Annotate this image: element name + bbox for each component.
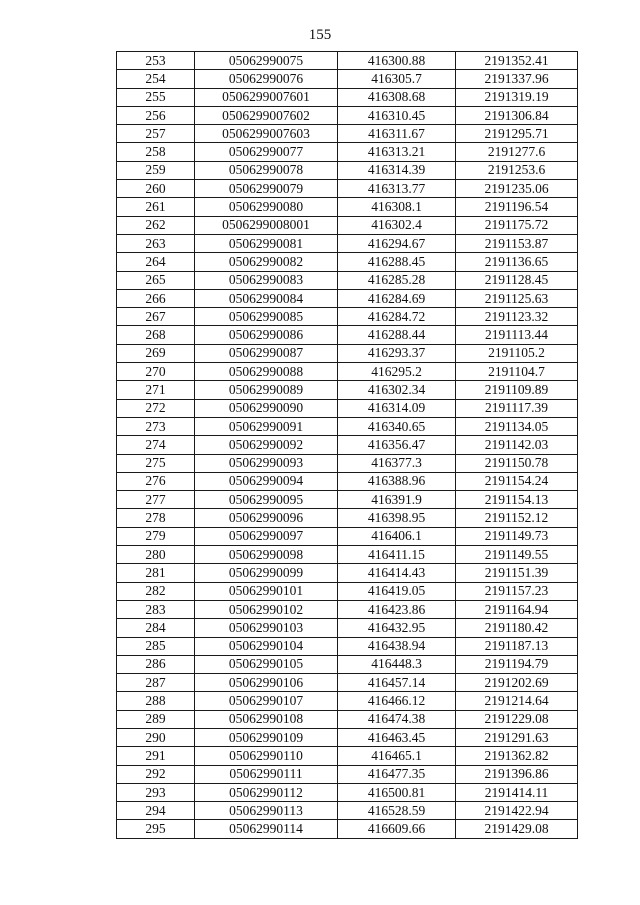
point-number-cell: 278: [117, 509, 195, 527]
point-number-cell: 291: [117, 747, 195, 765]
table-row: [117, 491, 578, 509]
table-row: [117, 106, 578, 124]
table-row: [117, 509, 578, 527]
point-number-cell: 277: [117, 491, 195, 509]
point-code-cell: 05062990087: [195, 344, 338, 362]
point-number-cell: 266: [117, 289, 195, 307]
x-coordinate-cell: 416300.88: [338, 52, 456, 70]
table-row: [117, 637, 578, 655]
table-row: [117, 710, 578, 728]
y-coordinate-cell: 2191128.45: [456, 271, 578, 289]
x-coordinate-cell: 416340.65: [338, 417, 456, 435]
point-code-cell: 05062990089: [195, 381, 338, 399]
point-code-cell: 05062990083: [195, 271, 338, 289]
y-coordinate-cell: 2191149.55: [456, 546, 578, 564]
y-coordinate-cell: 2191337.96: [456, 70, 578, 88]
table-row: [117, 619, 578, 637]
point-code-cell: 05062990086: [195, 326, 338, 344]
point-code-cell: 05062990075: [195, 52, 338, 70]
y-coordinate-cell: 2191180.42: [456, 619, 578, 637]
point-code-cell: 05062990107: [195, 692, 338, 710]
y-coordinate-cell: 2191422.94: [456, 802, 578, 820]
point-code-cell: 05062990084: [195, 289, 338, 307]
y-coordinate-cell: 2191157.23: [456, 582, 578, 600]
point-code-cell: 05062990114: [195, 820, 338, 838]
y-coordinate-cell: 2191153.87: [456, 234, 578, 252]
y-coordinate-cell: 2191152.12: [456, 509, 578, 527]
table-row: [117, 52, 578, 70]
point-number-cell: 263: [117, 234, 195, 252]
point-code-cell: 05062990095: [195, 491, 338, 509]
x-coordinate-cell: 416419.05: [338, 582, 456, 600]
y-coordinate-cell: 2191142.03: [456, 436, 578, 454]
table-row: [117, 582, 578, 600]
point-number-cell: 279: [117, 527, 195, 545]
x-coordinate-cell: 416313.77: [338, 180, 456, 198]
y-coordinate-cell: 2191154.24: [456, 472, 578, 490]
x-coordinate-cell: 416457.14: [338, 674, 456, 692]
table-row: [117, 381, 578, 399]
point-code-cell: 05062990092: [195, 436, 338, 454]
point-number-cell: 271: [117, 381, 195, 399]
point-number-cell: 272: [117, 399, 195, 417]
point-code-cell: 05062990079: [195, 180, 338, 198]
x-coordinate-cell: 416308.68: [338, 88, 456, 106]
y-coordinate-cell: 2191134.05: [456, 417, 578, 435]
x-coordinate-cell: 416308.1: [338, 198, 456, 216]
point-number-cell: 264: [117, 253, 195, 271]
x-coordinate-cell: 416295.2: [338, 363, 456, 381]
point-code-cell: 05062990093: [195, 454, 338, 472]
table-row: [117, 783, 578, 801]
point-number-cell: 265: [117, 271, 195, 289]
y-coordinate-cell: 2191123.32: [456, 308, 578, 326]
point-code-cell: 05062990113: [195, 802, 338, 820]
point-number-cell: 284: [117, 619, 195, 637]
y-coordinate-cell: 2191154.13: [456, 491, 578, 509]
point-number-cell: 290: [117, 728, 195, 746]
point-number-cell: 260: [117, 180, 195, 198]
y-coordinate-cell: 2191352.41: [456, 52, 578, 70]
point-number-cell: 270: [117, 363, 195, 381]
table-row: [117, 454, 578, 472]
table-row: [117, 399, 578, 417]
table-row: [117, 655, 578, 673]
point-code-cell: 05062990076: [195, 70, 338, 88]
y-coordinate-cell: 2191117.39: [456, 399, 578, 417]
y-coordinate-cell: 2191113.44: [456, 326, 578, 344]
table-row: [117, 472, 578, 490]
y-coordinate-cell: 2191295.71: [456, 125, 578, 143]
point-code-cell: 05062990096: [195, 509, 338, 527]
point-code-cell: 05062990078: [195, 161, 338, 179]
table-row: [117, 674, 578, 692]
x-coordinate-cell: 416313.21: [338, 143, 456, 161]
point-number-cell: 288: [117, 692, 195, 710]
point-code-cell: 05062990080: [195, 198, 338, 216]
table-row: [117, 344, 578, 362]
y-coordinate-cell: 2191149.73: [456, 527, 578, 545]
point-code-cell: 0506299007601: [195, 88, 338, 106]
point-code-cell: 05062990108: [195, 710, 338, 728]
x-coordinate-cell: 416406.1: [338, 527, 456, 545]
x-coordinate-cell: 416411.15: [338, 546, 456, 564]
x-coordinate-cell: 416398.95: [338, 509, 456, 527]
point-code-cell: 05062990090: [195, 399, 338, 417]
point-code-cell: 05062990106: [195, 674, 338, 692]
table-row: [117, 143, 578, 161]
y-coordinate-cell: 2191164.94: [456, 600, 578, 618]
table-row: [117, 234, 578, 252]
point-number-cell: 253: [117, 52, 195, 70]
y-coordinate-cell: 2191175.72: [456, 216, 578, 234]
point-code-cell: 05062990112: [195, 783, 338, 801]
point-code-cell: 05062990085: [195, 308, 338, 326]
coordinates-table-body: [117, 52, 578, 839]
y-coordinate-cell: 2191202.69: [456, 674, 578, 692]
point-number-cell: 280: [117, 546, 195, 564]
y-coordinate-cell: 2191229.08: [456, 710, 578, 728]
point-number-cell: 282: [117, 582, 195, 600]
y-coordinate-cell: 2191429.08: [456, 820, 578, 838]
point-number-cell: 294: [117, 802, 195, 820]
x-coordinate-cell: 416388.96: [338, 472, 456, 490]
x-coordinate-cell: 416465.1: [338, 747, 456, 765]
table-row: [117, 564, 578, 582]
point-code-cell: 05062990111: [195, 765, 338, 783]
y-coordinate-cell: 2191104.7: [456, 363, 578, 381]
point-code-cell: 05062990101: [195, 582, 338, 600]
table-row: [117, 125, 578, 143]
point-code-cell: 05062990109: [195, 728, 338, 746]
point-code-cell: 05062990094: [195, 472, 338, 490]
point-number-cell: 292: [117, 765, 195, 783]
table-row: [117, 728, 578, 746]
x-coordinate-cell: 416438.94: [338, 637, 456, 655]
y-coordinate-cell: 2191277.6: [456, 143, 578, 161]
point-number-cell: 275: [117, 454, 195, 472]
x-coordinate-cell: 416356.47: [338, 436, 456, 454]
point-number-cell: 259: [117, 161, 195, 179]
table-row: [117, 308, 578, 326]
x-coordinate-cell: 416500.81: [338, 783, 456, 801]
x-coordinate-cell: 416314.09: [338, 399, 456, 417]
point-code-cell: 05062990104: [195, 637, 338, 655]
x-coordinate-cell: 416474.38: [338, 710, 456, 728]
table-row: [117, 692, 578, 710]
x-coordinate-cell: 416310.45: [338, 106, 456, 124]
x-coordinate-cell: 416284.69: [338, 289, 456, 307]
table-row: [117, 820, 578, 838]
y-coordinate-cell: 2191306.84: [456, 106, 578, 124]
x-coordinate-cell: 416294.67: [338, 234, 456, 252]
point-code-cell: 05062990077: [195, 143, 338, 161]
point-code-cell: 05062990088: [195, 363, 338, 381]
point-code-cell: 05062990091: [195, 417, 338, 435]
y-coordinate-cell: 2191150.78: [456, 454, 578, 472]
y-coordinate-cell: 2191109.89: [456, 381, 578, 399]
page-number: 155: [308, 27, 332, 43]
table-row: [117, 271, 578, 289]
point-number-cell: 261: [117, 198, 195, 216]
point-number-cell: 273: [117, 417, 195, 435]
point-number-cell: 255: [117, 88, 195, 106]
y-coordinate-cell: 2191253.6: [456, 161, 578, 179]
x-coordinate-cell: 416288.44: [338, 326, 456, 344]
point-code-cell: 05062990105: [195, 655, 338, 673]
y-coordinate-cell: 2191194.79: [456, 655, 578, 673]
x-coordinate-cell: 416448.3: [338, 655, 456, 673]
x-coordinate-cell: 416391.9: [338, 491, 456, 509]
x-coordinate-cell: 416305.7: [338, 70, 456, 88]
point-number-cell: 274: [117, 436, 195, 454]
point-number-cell: 281: [117, 564, 195, 582]
x-coordinate-cell: 416288.45: [338, 253, 456, 271]
table-row: [117, 546, 578, 564]
point-number-cell: 262: [117, 216, 195, 234]
table-row: [117, 289, 578, 307]
x-coordinate-cell: 416477.35: [338, 765, 456, 783]
y-coordinate-cell: 2191362.82: [456, 747, 578, 765]
table-row: [117, 765, 578, 783]
table-row: [117, 600, 578, 618]
point-number-cell: 256: [117, 106, 195, 124]
point-number-cell: 289: [117, 710, 195, 728]
point-number-cell: 276: [117, 472, 195, 490]
table-row: [117, 70, 578, 88]
table-row: [117, 180, 578, 198]
x-coordinate-cell: 416302.34: [338, 381, 456, 399]
table-row: [117, 198, 578, 216]
x-coordinate-cell: 416609.66: [338, 820, 456, 838]
table-row: [117, 747, 578, 765]
point-number-cell: 267: [117, 308, 195, 326]
point-number-cell: 258: [117, 143, 195, 161]
y-coordinate-cell: 2191196.54: [456, 198, 578, 216]
y-coordinate-cell: 2191125.63: [456, 289, 578, 307]
table-row: [117, 161, 578, 179]
point-number-cell: 287: [117, 674, 195, 692]
table-row: [117, 326, 578, 344]
table-row: [117, 802, 578, 820]
point-code-cell: 05062990099: [195, 564, 338, 582]
point-code-cell: 05062990097: [195, 527, 338, 545]
table-row: [117, 417, 578, 435]
y-coordinate-cell: 2191319.19: [456, 88, 578, 106]
y-coordinate-cell: 2191396.86: [456, 765, 578, 783]
y-coordinate-cell: 2191235.06: [456, 180, 578, 198]
point-number-cell: 268: [117, 326, 195, 344]
point-code-cell: 05062990082: [195, 253, 338, 271]
table-row: [117, 216, 578, 234]
x-coordinate-cell: 416285.28: [338, 271, 456, 289]
point-number-cell: 257: [117, 125, 195, 143]
y-coordinate-cell: 2191291.63: [456, 728, 578, 746]
x-coordinate-cell: 416284.72: [338, 308, 456, 326]
point-code-cell: 0506299008001: [195, 216, 338, 234]
table-row: [117, 363, 578, 381]
y-coordinate-cell: 2191214.64: [456, 692, 578, 710]
point-number-cell: 269: [117, 344, 195, 362]
x-coordinate-cell: 416314.39: [338, 161, 456, 179]
point-number-cell: 285: [117, 637, 195, 655]
point-number-cell: 283: [117, 600, 195, 618]
x-coordinate-cell: 416302.4: [338, 216, 456, 234]
table-row: [117, 436, 578, 454]
point-code-cell: 05062990081: [195, 234, 338, 252]
point-code-cell: 0506299007603: [195, 125, 338, 143]
table-row: [117, 527, 578, 545]
y-coordinate-cell: 2191105.2: [456, 344, 578, 362]
table-row: [117, 253, 578, 271]
point-number-cell: 254: [117, 70, 195, 88]
y-coordinate-cell: 2191136.65: [456, 253, 578, 271]
x-coordinate-cell: 416414.43: [338, 564, 456, 582]
coordinates-table: [116, 51, 578, 839]
table-row: [117, 88, 578, 106]
x-coordinate-cell: 416528.59: [338, 802, 456, 820]
point-number-cell: 286: [117, 655, 195, 673]
point-code-cell: 05062990110: [195, 747, 338, 765]
point-number-cell: 293: [117, 783, 195, 801]
y-coordinate-cell: 2191187.13: [456, 637, 578, 655]
x-coordinate-cell: 416377.3: [338, 454, 456, 472]
point-number-cell: 295: [117, 820, 195, 838]
y-coordinate-cell: 2191151.39: [456, 564, 578, 582]
y-coordinate-cell: 2191414.11: [456, 783, 578, 801]
x-coordinate-cell: 416432.95: [338, 619, 456, 637]
x-coordinate-cell: 416463.45: [338, 728, 456, 746]
point-code-cell: 0506299007602: [195, 106, 338, 124]
x-coordinate-cell: 416423.86: [338, 600, 456, 618]
point-code-cell: 05062990098: [195, 546, 338, 564]
x-coordinate-cell: 416311.67: [338, 125, 456, 143]
x-coordinate-cell: 416466.12: [338, 692, 456, 710]
point-code-cell: 05062990103: [195, 619, 338, 637]
x-coordinate-cell: 416293.37: [338, 344, 456, 362]
point-code-cell: 05062990102: [195, 600, 338, 618]
